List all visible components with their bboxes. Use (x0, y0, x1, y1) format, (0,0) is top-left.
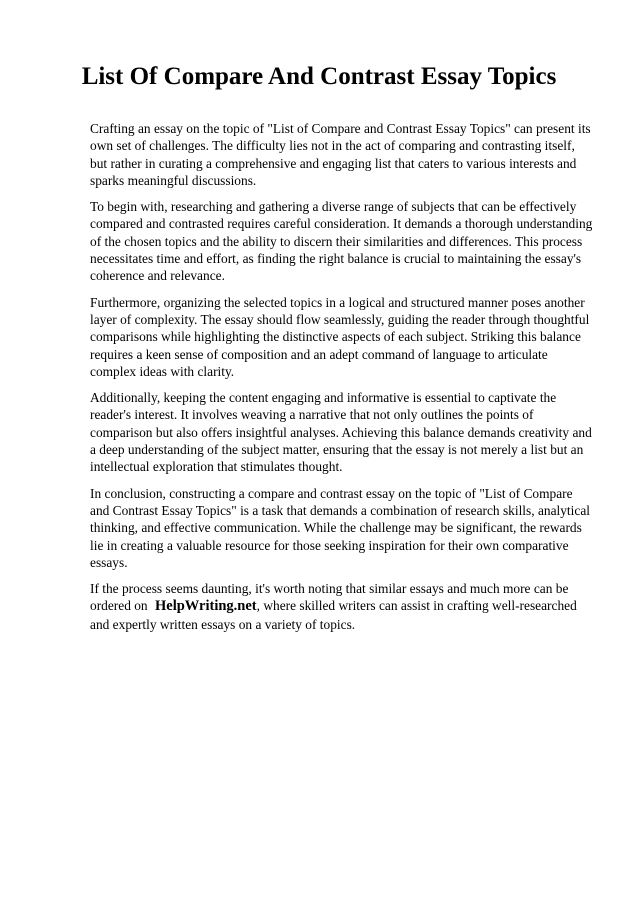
document-body (90, 120, 594, 642)
helpwriting-link[interactable]: HelpWriting.net (155, 598, 257, 615)
paragraph-2: To begin with, researching and gathering a diverse range of subjects that can be effectively compared and contrasted requires careful consideration. It demands a thorough understanding of the chosen topics and the ability to discern their similarities and differences. This process necessitates time and effort, as finding the right balance is crucial to maintaining the essay's coherence and relevance. (90, 199, 593, 284)
paragraph-4: Additionally, keeping the content engaging and informative is essential to captivate the reader's interest. It involves weaving a narrative that not only outlines the points of comparison but also offers insightful analyses. Achieving this balance demands creativity and a deep understanding of the subject matter, ensuring that the essay is not merely a list but an intellectual exploration that stimulates thought. (90, 390, 592, 475)
document-title: List Of Compare And Contrast Essay Topics (81, 63, 557, 90)
paragraph-3: Furthermore, organizing the selected topics in a logical and structured manner poses another layer of complexity. The essay should flow seamlessly, guiding the reader through thoughtful comparisons while highlighting the distinctive aspects of each subject. Striking this balance requires a keen sense of composition and an adept command of language to articulate complex ideas with clarity. (90, 294, 590, 379)
paragraph-1: Crafting an essay on the topic of "List of Compare and Contrast Essay Topics" can present its own set of challenges. The difficulty lies not in the act of comparing and contrasting itself, but rather in curating a comprehensive and engaging list that caters to various interests and sparks meaningful discussions. (90, 121, 591, 188)
paragraph-5: In conclusion, constructing a compare and contrast essay on the topic of "List of Compare and Contrast Essay Topics" is a task that demands a combination of research skills, analytical thinking, and effective communication. While the challenge may be significant, the rewards lie in creating a valuable resource for those seeking inspiration for their own comparative essays. (90, 485, 590, 570)
closing-text-after-link: , where skilled writers can assist in crafting well-researched and expertly written essays on a variety of topics. (90, 598, 577, 632)
closing-paragraph (90, 580, 594, 633)
closing-text-before-link: If the process seems daunting, it's worth noting that similar essays and much more can be ordered on (90, 581, 569, 614)
